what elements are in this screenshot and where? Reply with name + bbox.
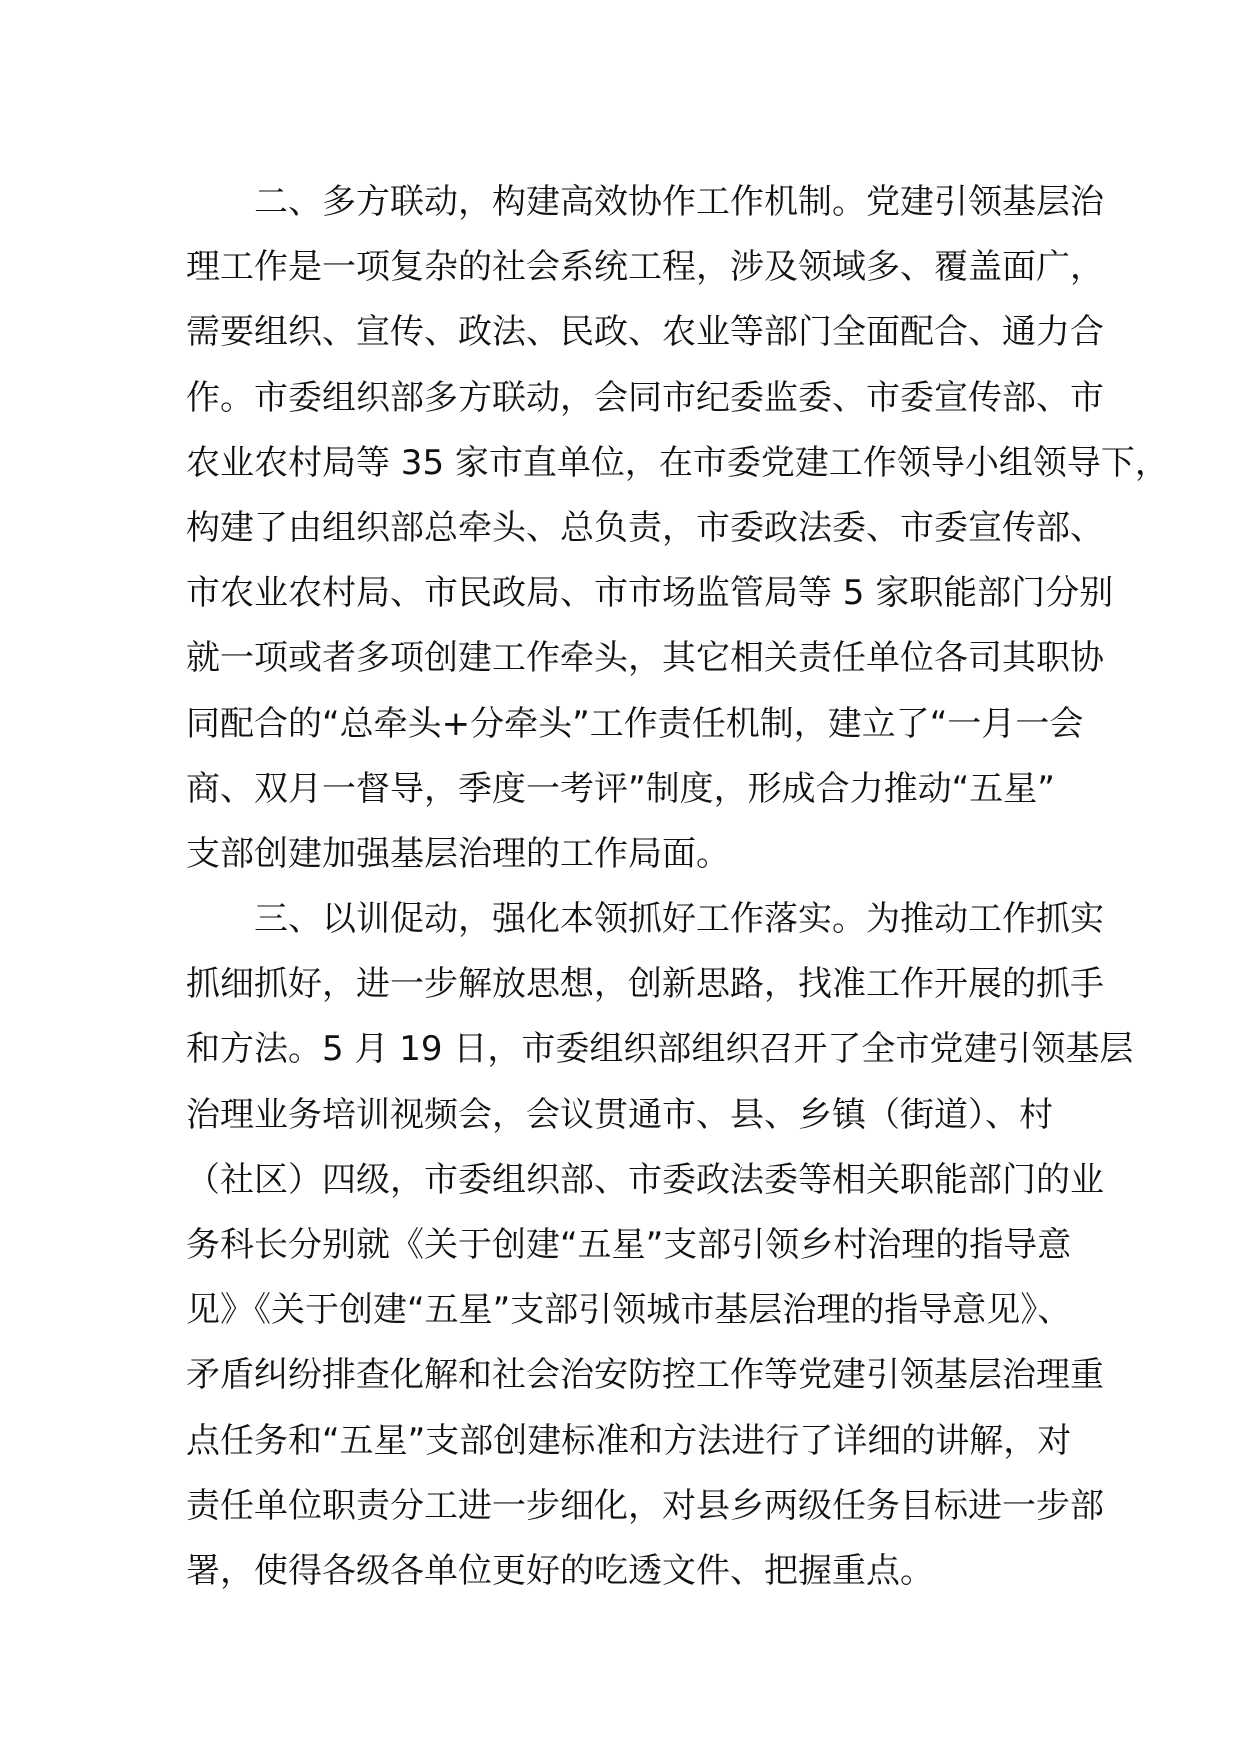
paragraph-2 [186,170,1169,887]
paragraph-line: 构建了由组织部总牵头、总负责，市委政法委、市委宣传部、 [186,507,1104,548]
paragraph-line: 需要组织、宣传、政法、民政、农业等部门全面配合、通力合 [186,312,1104,353]
paragraph-line: 抓细抓好，进一步解放思想，创新思路，找准工作开展的抓手 [186,964,1104,1005]
paragraph-line: 三、以训促动，强化本领抓好工作落实。为推动工作抓实 [254,899,1104,940]
document-body [186,170,1169,1604]
paragraph-line: 和方法。5 月 19 日，市委组织部组织召开了全市党建引领基层 [186,1029,1134,1070]
paragraph-line: 二、多方联动，构建高效协作工作机制。党建引领基层治 [254,182,1104,222]
paragraph-line: 理工作是一项复杂的社会系统工程，涉及领域多、覆盖面广， [186,247,1104,288]
paragraph-line: 见》《关于创建“五星”支部引领城市基层治理的指导意见》、 [186,1290,1072,1331]
paragraph-line: 市农业农村局、市民政局、市市场监管局等 5 家职能部门分别 [186,573,1114,614]
paragraph-line: 支部创建加强基层治理的工作局面。 [186,833,730,874]
paragraph-line: 就一项或者多项创建工作牵头，其它相关责任单位各司其职协 [186,638,1104,679]
paragraph-line: 矛盾纠纷排查化解和社会治安防控工作等党建引领基层治理重 [186,1355,1104,1396]
paragraph-line: 治理业务培训视频会，会议贯通市、县、乡镇（街道）、村 [186,1094,1053,1135]
paragraph-line: 商、双月一督导，季度一考评”制度，形成合力推动“五星” [186,768,1055,809]
paragraph-3 [186,887,1134,1604]
paragraph-line: （社区）四级，市委组织部、市委政法委等相关职能部门的业 [186,1159,1104,1200]
paragraph-line: 点任务和“五星”支部创建标准和方法进行了详细的讲解，对 [186,1420,1072,1461]
paragraph-line: 责任单位职责分工进一步细化，对县乡两级任务目标进一步部 [186,1485,1104,1526]
paragraph-line: 务科长分别就《关于创建“五星”支部引领乡村治理的指导意 [186,1225,1072,1265]
paragraph-line: 同配合的“总牵头+分牵头”工作责任机制，建立了“一月一会 [186,703,1084,744]
paragraph-line: 署，使得各级各单位更好的吃透文件、把握重点。 [186,1550,934,1591]
paragraph-line: 农业农村局等 35 家市直单位，在市委党建工作领导小组领导下， [186,442,1169,483]
paragraph-line: 作。市委组织部多方联动，会同市纪委监委、市委宣传部、市 [186,377,1104,418]
